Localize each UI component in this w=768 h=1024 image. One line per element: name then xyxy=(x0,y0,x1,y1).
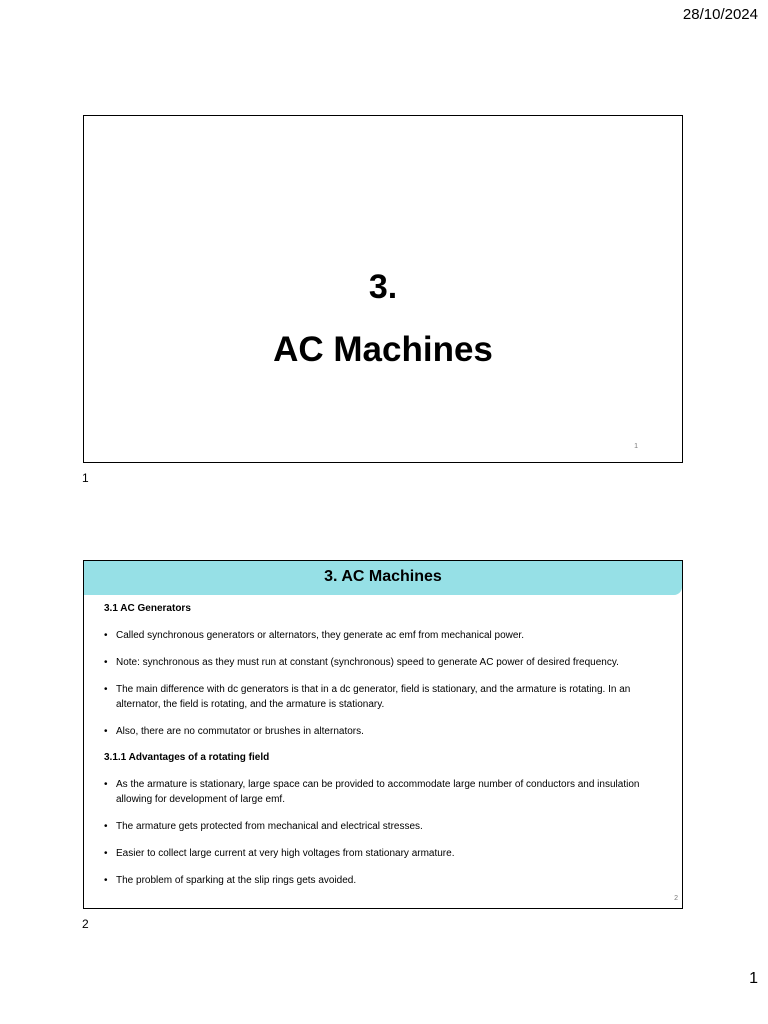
slide-2-caption: 2 xyxy=(82,917,89,931)
slide-1-caption: 1 xyxy=(82,471,89,485)
bullet-item: • Also, there are no commutator or brushes in alternators. xyxy=(104,724,658,739)
subsection-heading: 3.1.1 Advantages of a rotating field xyxy=(104,752,270,763)
bullet-item: • As the armature is stationary, large space can be provided to accommodate large number of conductors and insulation allowing for development of large emf. xyxy=(104,777,658,807)
slide-2-number: 2 xyxy=(674,895,678,902)
slide-1-chapter-number: 3. xyxy=(368,268,398,306)
slide-1-title: AC Machines xyxy=(273,330,493,369)
slide-1-number: 1 xyxy=(634,443,638,450)
bullet-item: • The problem of sparking at the slip rings gets avoided. xyxy=(104,873,658,888)
slide-2 xyxy=(83,560,683,909)
bullet-item: • Easier to collect large current at very high voltages from stationary armature. xyxy=(104,846,658,861)
section-heading: 3.1 AC Generators xyxy=(104,603,191,614)
slide-2-title: 3. AC Machines xyxy=(324,568,442,585)
print-date: 28/10/2024 xyxy=(682,6,758,23)
bullet-item: • Note: synchronous as they must run at constant (synchronous) speed to generate AC power of desired frequency. xyxy=(104,655,658,670)
slide-2-content xyxy=(104,601,658,888)
bullet-item: • The main difference with dc generators is that in a dc generator, field is stationary, and the armature is rotating. In an alternator, the field is rotating, and the armature is stationary. xyxy=(104,682,658,712)
slide-2-header xyxy=(84,561,682,595)
bullet-item: • The armature gets protected from mechanical and electrical stresses. xyxy=(104,819,658,834)
page-number: 1 xyxy=(749,970,758,987)
bullet-list-advantages xyxy=(104,777,658,888)
slide-1 xyxy=(83,115,683,463)
bullet-list-generators xyxy=(104,628,658,739)
bullet-item: • Called synchronous generators or alternators, they generate ac emf from mechanical power. xyxy=(104,628,658,643)
